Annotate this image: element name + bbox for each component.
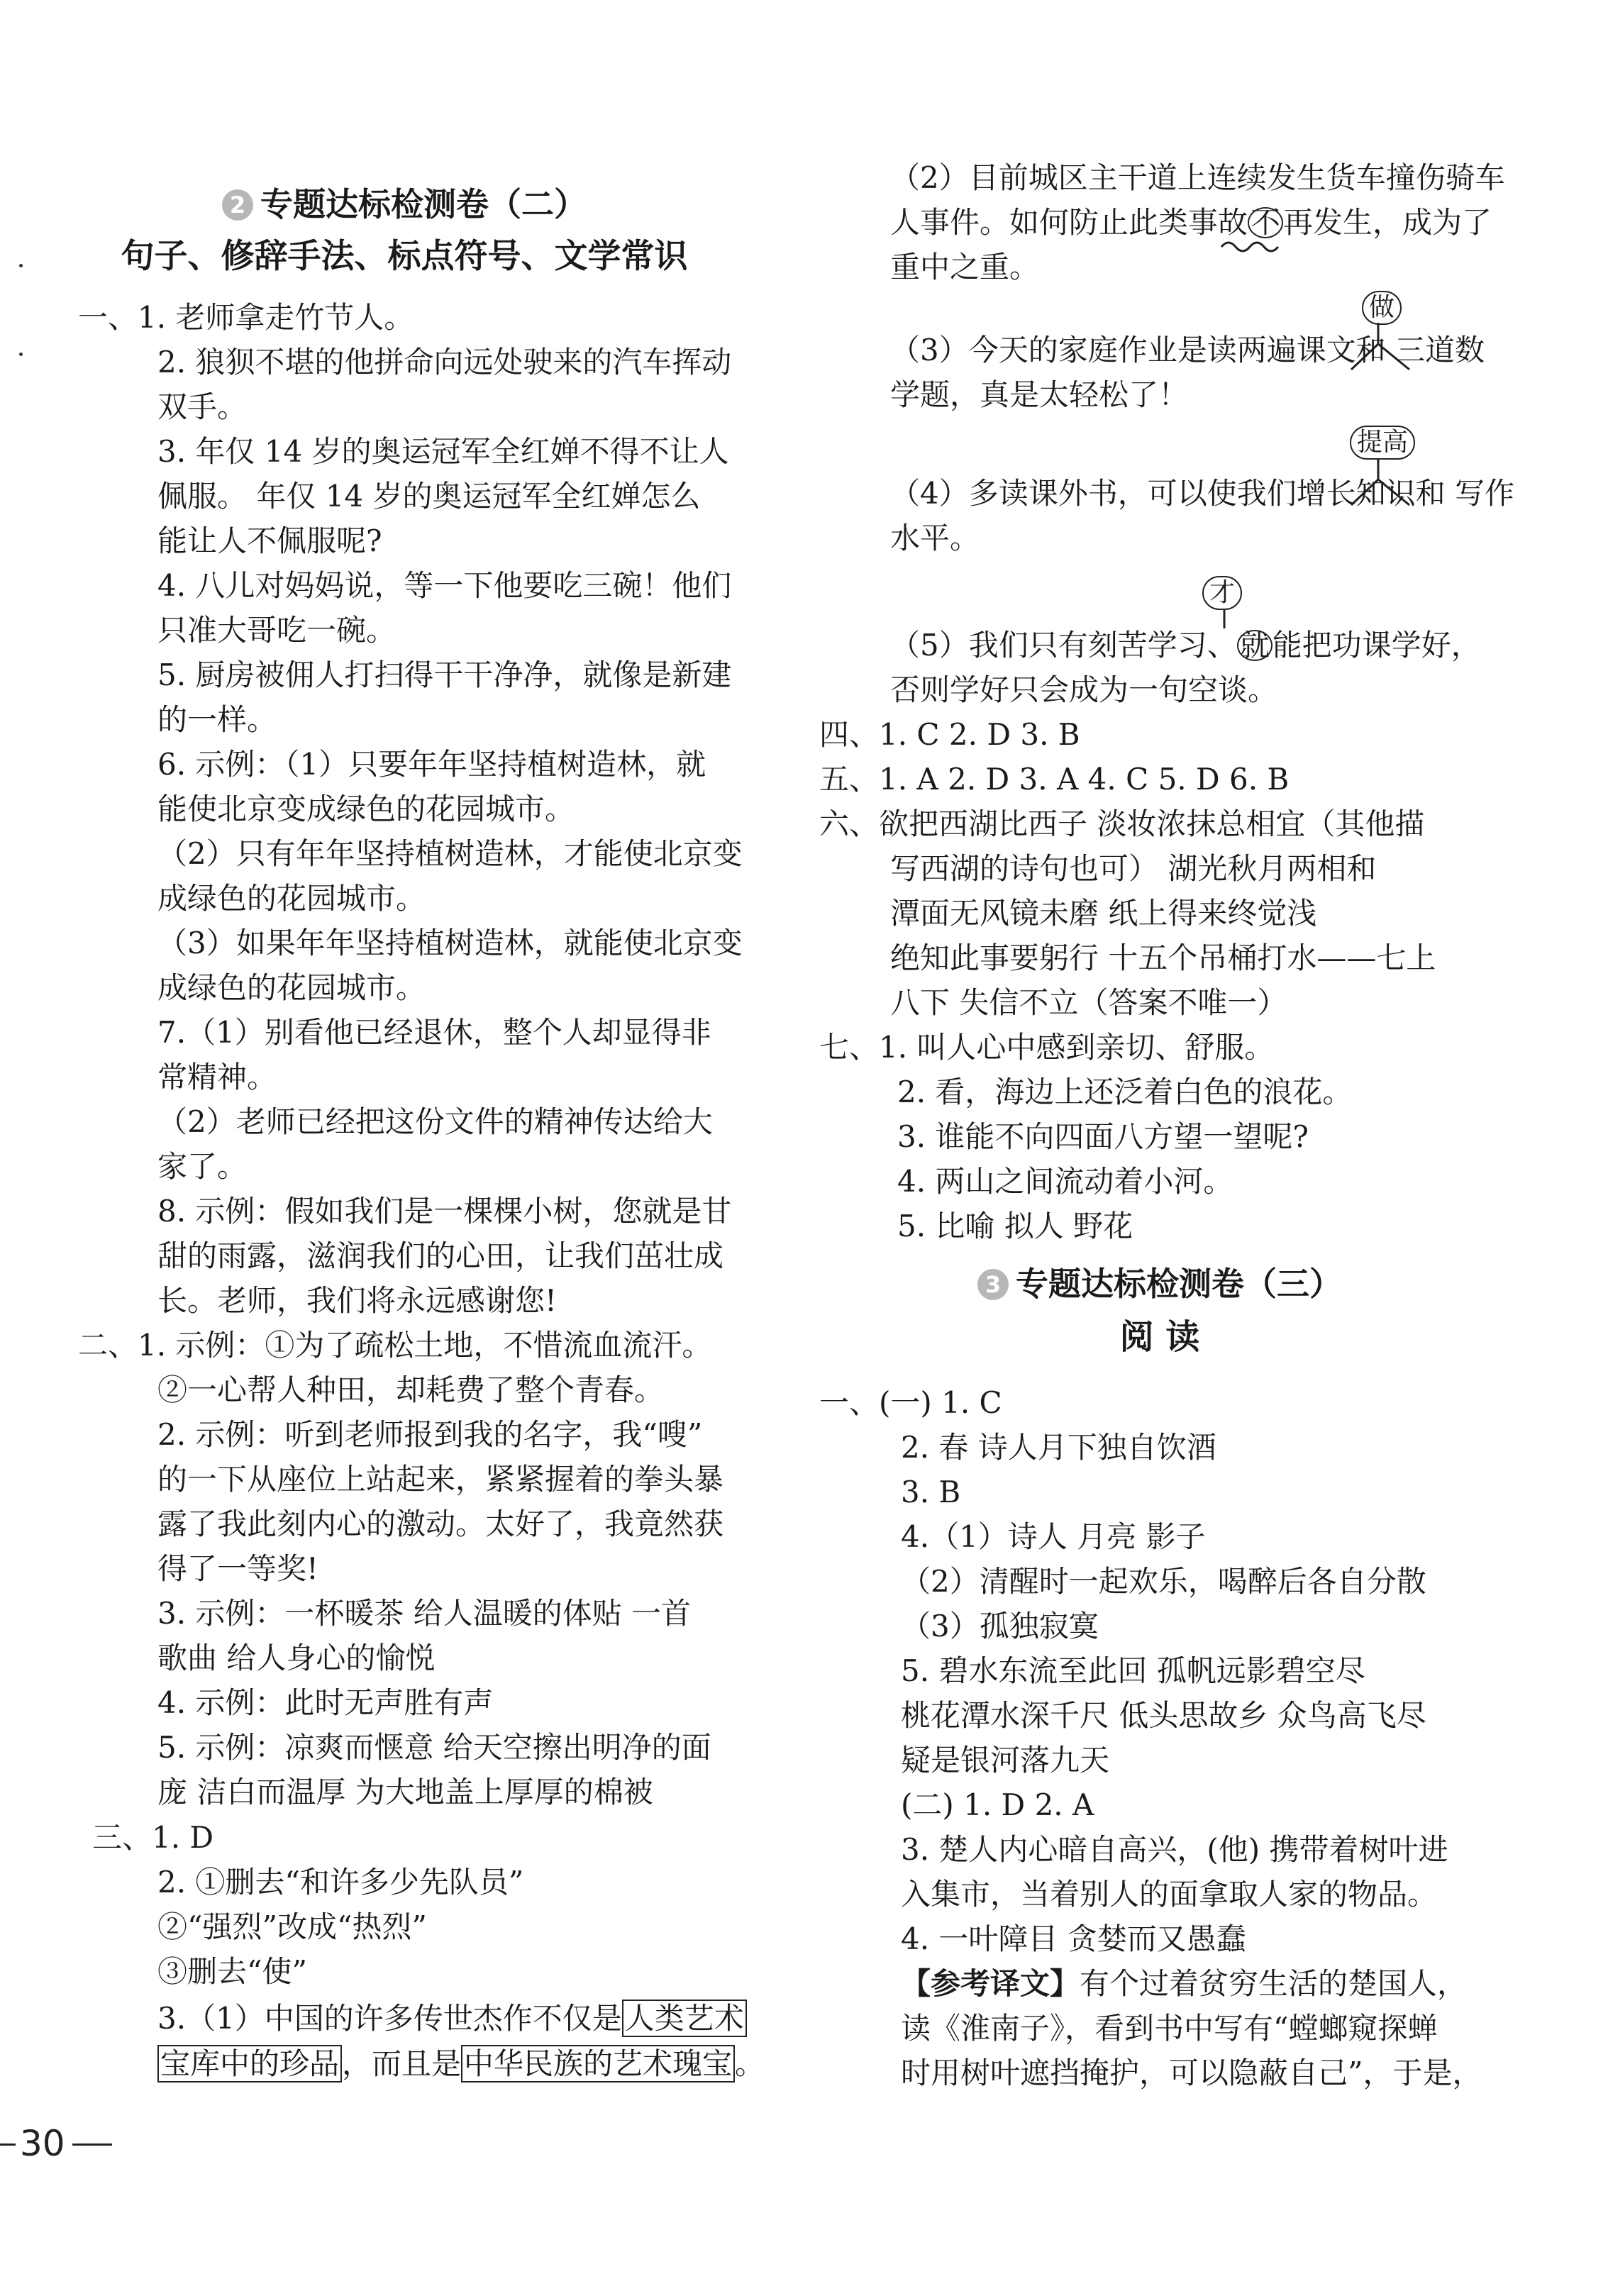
answer-line: 4.（1）诗人 月亮 影子 — [901, 1519, 1206, 1554]
answer-line: 桃花潭水深千尺 低头思故乡 众鸟高飞尽 — [901, 1698, 1426, 1733]
answer-line: 6. 示例：（1）只要年年坚持植树造林，就 — [157, 747, 706, 782]
answer-line: 能让人不佩服呢? — [157, 523, 382, 558]
answer-line: 写西湖的诗句也可） 湖光秋月两相和 — [890, 851, 1377, 886]
section-subtitle-3: 阅 读 — [1119, 1317, 1200, 1357]
answer-line: 的一样。 — [157, 702, 277, 737]
reference-translation: 时用树叶遮挡掩护，可以隐蔽自己”，于是， — [901, 2056, 1482, 2090]
answer-line: 3. B — [901, 1475, 961, 1509]
answer-line: 双手。 — [157, 389, 248, 424]
deletion-mark — [1220, 238, 1284, 255]
answer-line: 5. 厨房被佣人打扫得干干净净，就像是新建 — [157, 658, 732, 692]
answer-line: 佩服。 年仅 14 岁的奥运冠军全红婵怎么 — [157, 479, 701, 514]
answer-line: 4. 八儿对妈妈说，等一下他要吃三碗！他们 — [157, 568, 732, 603]
answer-line: 5. 碧水东流至此回 孤帆远影碧空尽 — [901, 1653, 1365, 1688]
answer-line: 人事件。如何防止此类事故不再发生，成为了 — [890, 205, 1492, 240]
boxed-phrase: 宝库中的珍品 — [157, 2045, 342, 2083]
answer-line: 只准大哥吃一碗。 — [157, 613, 397, 648]
answer-line: 庞 洁白而温厚 为大地盖上厚厚的棉被 — [157, 1775, 653, 1809]
answer-line: 5. 比喻 拟人 野花 — [897, 1209, 1133, 1243]
answer-line: （2）清醒时一起欢乐，喝醉后各自分散 — [901, 1564, 1426, 1599]
answer-line: 一、1. 老师拿走竹节人。 — [78, 300, 414, 335]
insertion-word: 提高 — [1350, 426, 1415, 460]
answer-line: 八下 失信不立（答案不唯一） — [890, 985, 1287, 1020]
section-title-3 — [805, 1263, 1514, 1305]
section-title-2 — [64, 183, 745, 226]
answer-line: 四、1. C 2. D 3. B — [819, 717, 1080, 752]
answer-line: 4. 两山之间流动着小河。 — [897, 1164, 1233, 1199]
answer-line: 得了一等奖! — [157, 1551, 318, 1586]
insertion-word: 做 — [1362, 291, 1402, 325]
answer-line: 7.（1）别看他已经退休，整个人却显得非 — [157, 1015, 711, 1050]
answer-line: （3）今天的家庭作业是读两遍课文和 三道数 — [890, 333, 1485, 367]
answer-line: 甜的雨露，滋润我们的心田，让我们茁壮成 — [157, 1238, 724, 1273]
answer-line: 能使北京变成绿色的花园城市。 — [157, 792, 575, 826]
section-title-text: 专题达标检测卷（三） — [1016, 1265, 1342, 1303]
section-title-text: 专题达标检测卷（二） — [260, 185, 587, 223]
answer-line: （3）如果年年坚持植树造林，就能使北京变 — [157, 926, 743, 960]
answer-line: 潭面无风镜未磨 纸上得来终觉浅 — [890, 896, 1317, 931]
answer-line: 重中之重。 — [890, 250, 1040, 284]
answer-line: 五、1. A 2. D 3. A 4. C 5. D 6. B — [819, 762, 1290, 797]
answer-line: （2）老师已经把这份文件的精神传达给大 — [157, 1104, 713, 1139]
boxed-phrase: 中华民族的艺术瑰宝 — [461, 2045, 735, 2083]
answer-line: (二) 1. D 2. A — [901, 1787, 1094, 1822]
answer-line: 5. 示例：凉爽而惬意 给天空擦出明净的面 — [157, 1730, 711, 1765]
answer-line: 3. 楚人内心暗自高兴，(他) 携带着树叶进 — [901, 1832, 1448, 1867]
answer-line: 3. 年仅 14 岁的奥运冠军全红婵不得不让人 — [157, 434, 729, 469]
answer-line: 歌曲 给人身心的愉悦 — [157, 1641, 436, 1675]
answer-line: 长。老师，我们将永远感谢您! — [157, 1283, 557, 1318]
answer-line: 否则学好只会成为一句空谈。 — [890, 672, 1278, 707]
section-number-badge: 2 — [222, 189, 253, 221]
circled-character: 就 — [1237, 630, 1272, 661]
answer-line: ②一心帮人种田，却耗费了整个青春。 — [157, 1372, 665, 1407]
page-number: 30 — [0, 2122, 112, 2165]
answer-line: 入集市，当着别人的面拿取人家的物品。 — [901, 1877, 1438, 1912]
answer-line: ②“强烈”改成“热烈” — [157, 1909, 427, 1944]
section-subtitle-2: 句子、修辞手法、标点符号、文学常识 — [121, 237, 688, 276]
reference-label: 【参考译文】 — [901, 1966, 1080, 2001]
answer-line: 4. 一叶障目 贪婪而又愚蠢 — [901, 1921, 1246, 1956]
answer-line: 的一下从座位上站起来，紧紧握着的拳头暴 — [157, 1462, 724, 1497]
answer-line-boxed: 宝库中的珍品，而且是中华民族的艺术瑰宝。 — [157, 2044, 765, 2084]
answer-line: （4）多读课外书，可以使我们增长知识和 写作 — [890, 476, 1515, 511]
answer-line: （2）目前城区主干道上连续发生货车撞伤骑车 — [890, 160, 1505, 195]
answer-line: 2. 示例：听到老师报到我的名字，我“嗖” — [157, 1417, 703, 1452]
answer-line: 4. 示例：此时无声胜有声 — [157, 1685, 494, 1720]
answer-line: 8. 示例：假如我们是一棵棵小树，您就是甘 — [157, 1194, 732, 1229]
answer-line: 常精神。 — [157, 1060, 277, 1094]
reference-translation: 读《淮南子》，看到书中写有“螳螂窥探蝉 — [901, 2011, 1438, 2046]
answer-line-boxed: 3.（1）中国的许多传世杰作不仅是人类艺术 — [157, 1999, 747, 2039]
circled-character: 不 — [1248, 207, 1283, 238]
answer-line: 二、1. 示例：①为了疏松土地，不惜流血流汗。 — [78, 1328, 712, 1363]
answer-line: 2. 看，海边上还泛着白色的浪花。 — [897, 1075, 1353, 1109]
answer-line: ③删去“使” — [157, 1954, 307, 1989]
answer-line: 七、1. 叫人心中感到亲切、舒服。 — [819, 1030, 1275, 1065]
answer-line: 水平。 — [890, 521, 980, 555]
answer-line: 3. 示例：一杯暖茶 给人温暖的体贴 一首 — [157, 1596, 692, 1631]
answer-line: 2. 狼狈不堪的他拼命向远处驶来的汽车挥动 — [157, 345, 732, 379]
insertion-word: 才 — [1202, 576, 1242, 610]
answer-line: 六、欲把西湖比西子 淡妆浓抹总相宜（其他描 — [819, 806, 1425, 841]
answer-line: （3）孤独寂寞 — [901, 1609, 1099, 1643]
answer-line: 一、(一) 1. C — [819, 1385, 1002, 1420]
answer-line: 露了我此刻内心的激动。太好了，我竟然获 — [157, 1507, 724, 1541]
boxed-phrase: 人类艺术 — [622, 2000, 747, 2037]
answer-line: 成绿色的花园城市。 — [157, 970, 426, 1005]
reference-translation: 【参考译文】有个过着贫穷生活的楚国人， — [901, 1966, 1468, 2001]
answer-line: 疑是银河落九天 — [901, 1743, 1110, 1778]
margin-dot — [19, 264, 23, 267]
section-number-badge: 3 — [977, 1269, 1009, 1300]
answer-line: 三、1. D — [92, 1820, 214, 1855]
answer-line: （2）只有年年坚持植树造林，才能使北京变 — [157, 836, 743, 871]
answer-line: （5）我们只有刻苦学习、就能把功课学好， — [890, 628, 1481, 662]
margin-dot — [19, 353, 23, 356]
answer-line: 3. 谁能不向四面八方望一望呢? — [897, 1119, 1309, 1154]
answer-line: 家了。 — [157, 1149, 248, 1184]
answer-line: 学题，真是太轻松了！ — [890, 377, 1189, 412]
answer-line: 绝知此事要躬行 十五个吊桶打水——七上 — [890, 941, 1436, 975]
answer-line: 2. 春 诗人月下独自饮酒 — [901, 1430, 1216, 1465]
answer-line: 2. ①删去“和许多少先队员” — [157, 1865, 524, 1900]
answer-line: 成绿色的花园城市。 — [157, 881, 426, 916]
